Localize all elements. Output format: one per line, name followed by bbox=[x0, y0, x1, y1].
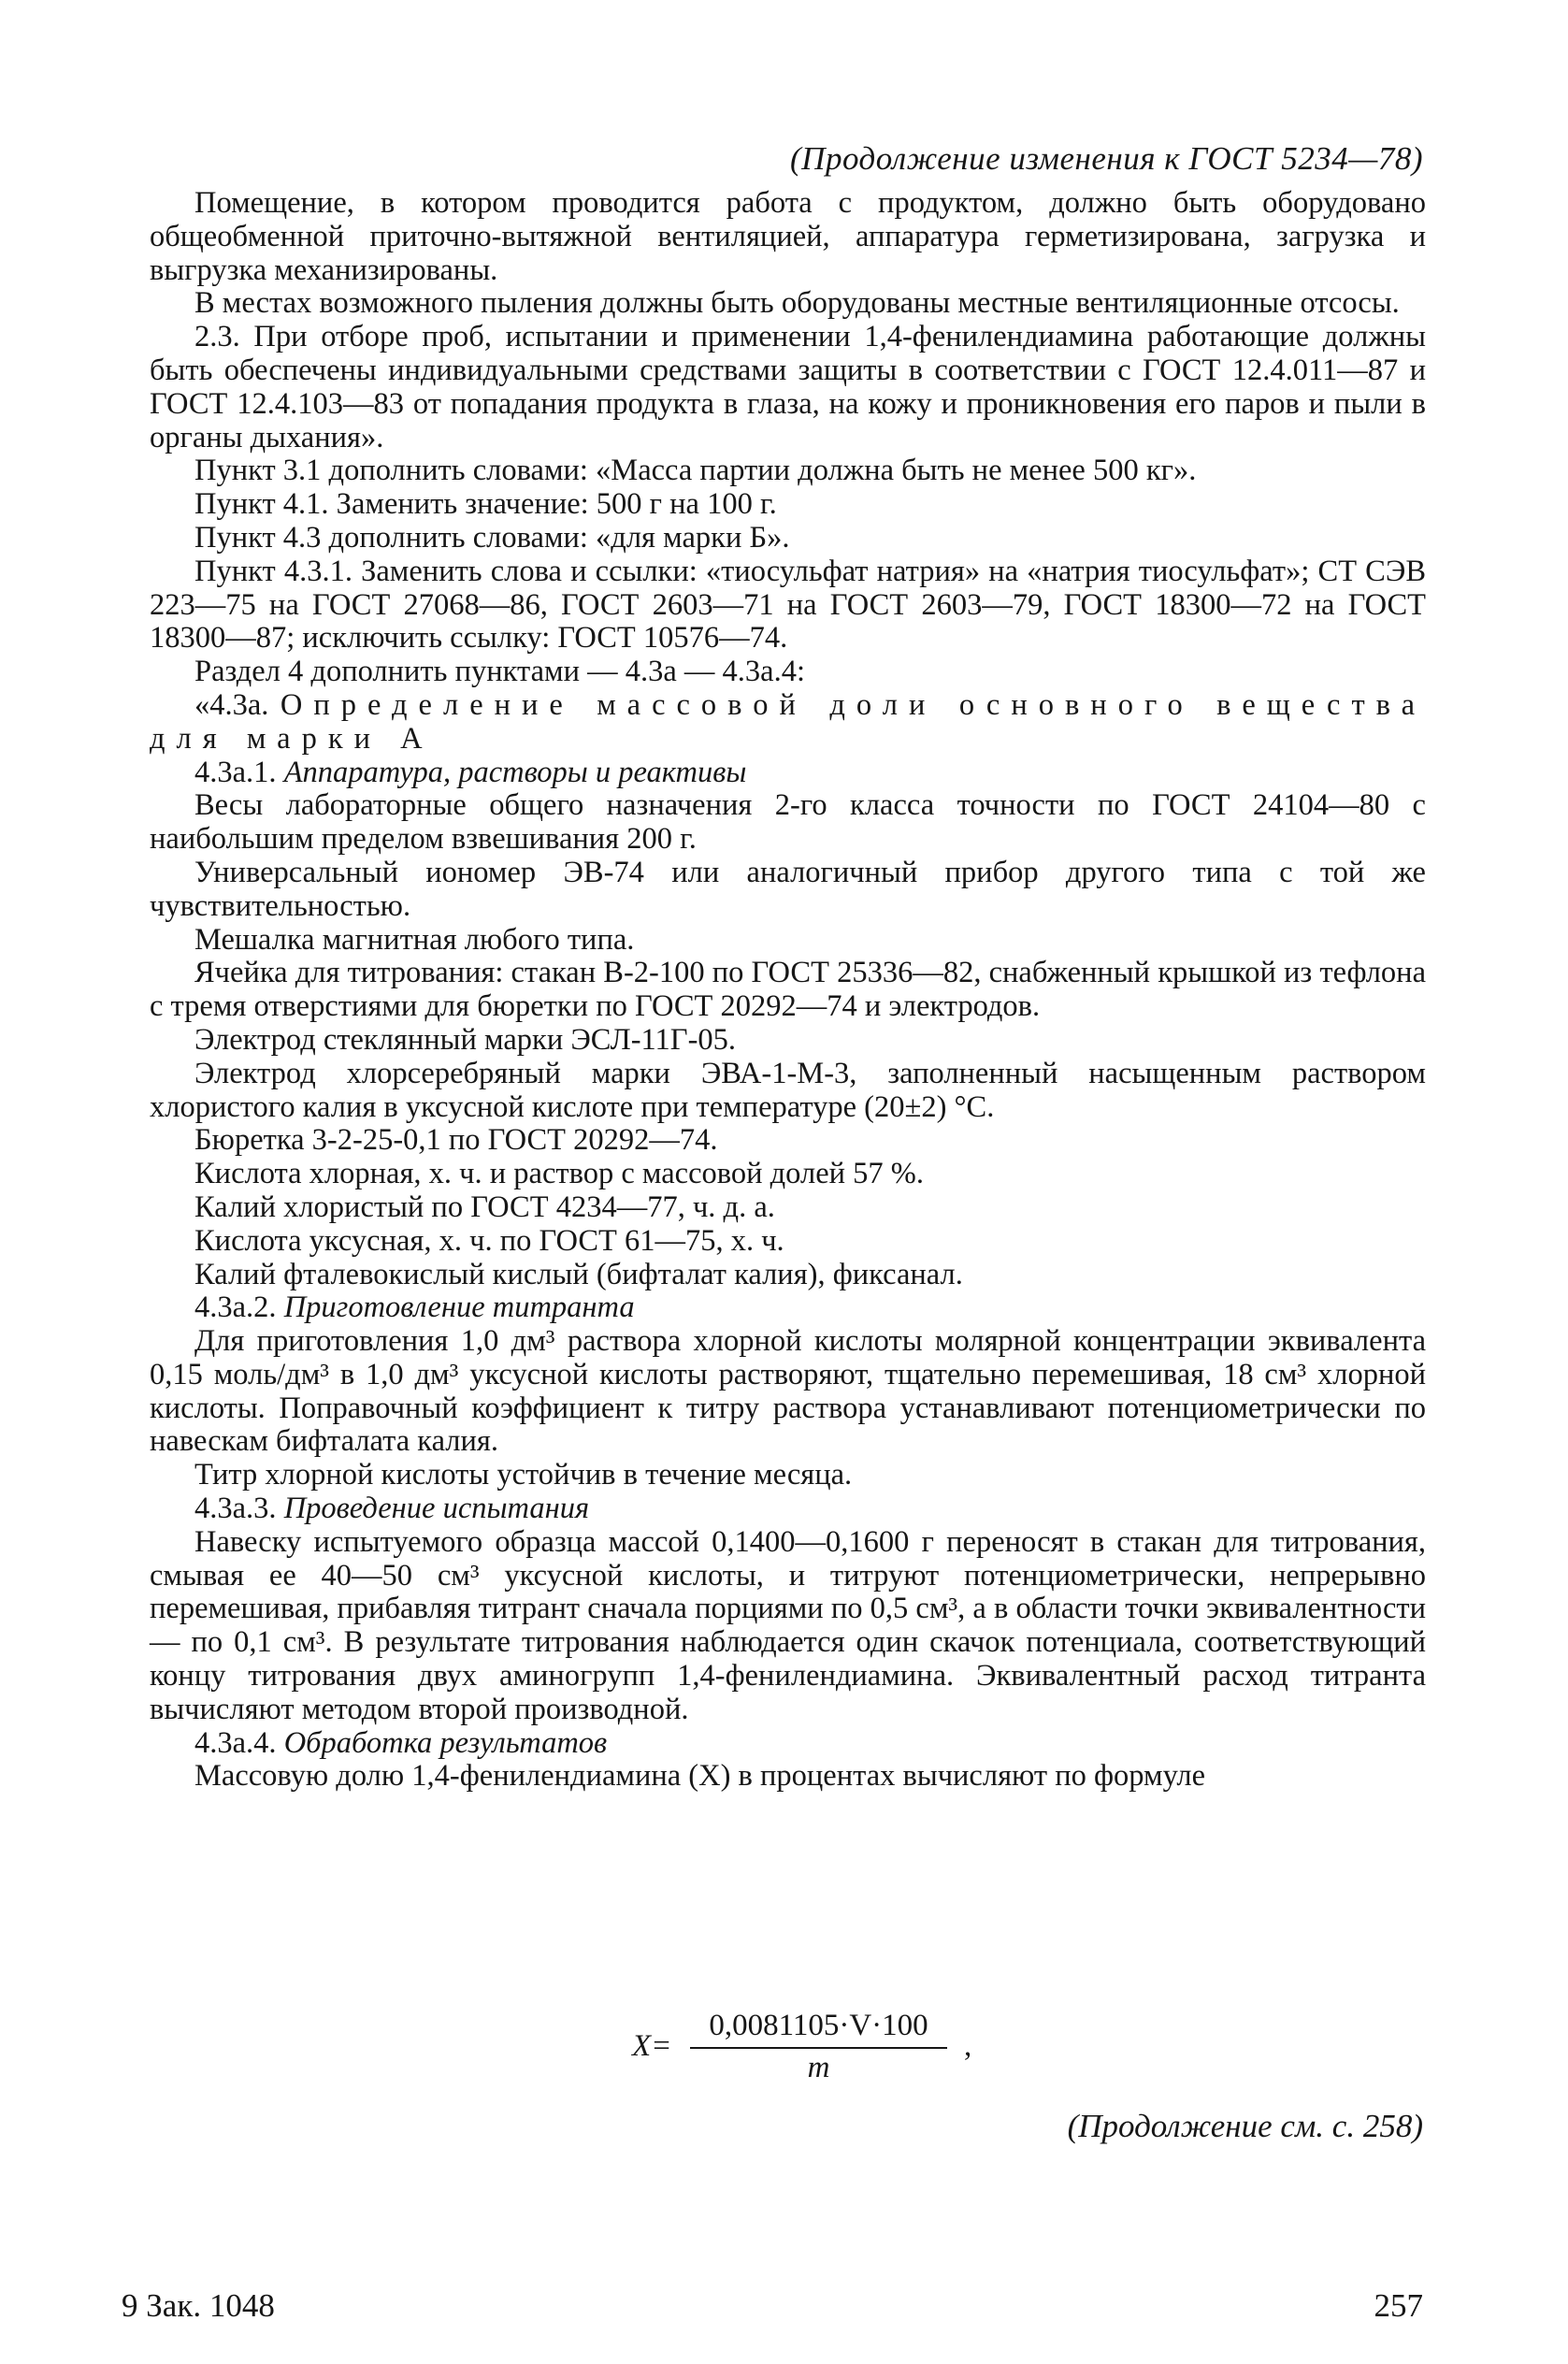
subsection-title: Приготовление титранта bbox=[283, 1290, 635, 1325]
paragraph-section-4-add: Раздел 4 дополнить пунктами — 4.3а — 4.3а.4: bbox=[194, 655, 805, 689]
subsection-number: 4.3а.3. bbox=[194, 1492, 277, 1526]
print-order-number: 9 Зак. 1048 bbox=[122, 2287, 275, 2324]
subsection-title: Обработка результатов bbox=[283, 1725, 608, 1760]
body-text bbox=[150, 187, 1426, 1794]
subsection-number: 4.3а.1. bbox=[194, 755, 277, 789]
subsection-heading-4-3a4 bbox=[150, 1727, 1426, 1761]
formula-fraction bbox=[690, 2009, 947, 2085]
equipment-item-balance: Весы лабораторные общего назначения 2-го класса точности по ГОСТ 24104—80 с наибольшим пределом взвешивания 200 г. bbox=[150, 788, 1426, 857]
equipment-item-burette: Бюретка 3-2-25-0,1 по ГОСТ 20292—74. bbox=[194, 1123, 718, 1158]
paragraph-2-3: 2.3. При отборе проб, испытании и применении 1,4-фенилендиамина работающие должны быть обеспечены индивидуальными средствами защиты в соответствии с ГОСТ 12.4.011—87 и ГОСТ 12.4.103—83 от попадания продукта в глаза, на кожу и проникновения его паров и пыли в органы дыхания». bbox=[150, 320, 1426, 454]
paragraph-item-4-3-1: Пункт 4.3.1. Заменить слова и ссылки: «тиосульфат натрия» на «натрия тиосульфат»; СТ СЭВ 223—75 на ГОСТ 27068—86, ГОСТ 2603—71 на ГОСТ 2603—79, ГОСТ 18300—72 на ГОСТ 18300—87; исключить ссылку: ГОСТ 10576—74. bbox=[150, 554, 1426, 656]
section-title: Определение массовой доли основного вещества для марки А bbox=[150, 687, 1426, 756]
equipment-item-potassium-chloride: Калий хлористый по ГОСТ 4234—77, ч. д. а. bbox=[194, 1189, 775, 1224]
section-heading-4-3a bbox=[150, 689, 1426, 757]
equipment-item-stirrer: Мешалка магнитная любого типа. bbox=[194, 922, 635, 957]
calculation-intro: Массовую долю 1,4-фенилендиамина (X) в процентах вычисляют по формуле bbox=[194, 1759, 1206, 1794]
paragraph-ventilation: Помещение, в котором проводится работа с продуктом, должно быть оборудовано общеобменной приточно-вытяжной вентиляцией, аппаратура герметизирована, загрузка и выгрузка механизированы. bbox=[150, 186, 1426, 287]
section-number: «4.3а. bbox=[194, 687, 269, 722]
paragraph-item-4-3: Пункт 4.3 дополнить словами: «для марки Б». bbox=[194, 520, 790, 555]
subsection-number: 4.3а.2. bbox=[194, 1290, 277, 1325]
paragraph-local-exhaust: В местах возможного пыления должны быть оборудованы местные вентиляционные отсосы. bbox=[194, 286, 1400, 321]
paragraph-item-3-1: Пункт 3.1 дополнить словами: «Масса партии должна быть не менее 500 кг». bbox=[194, 454, 1197, 488]
formula-denominator: m bbox=[807, 2051, 830, 2084]
subsection-title: Аппаратура, растворы и реактивы bbox=[283, 755, 747, 789]
titrant-preparation: Для приготовления 1,0 дм³ раствора хлорной кислоты молярной концентрации эквивалента 0,15 моль/дм³ в 1,0 дм³ уксусной кислоты растворяют, тщательно перемешивая, 18 см³ хлорной кислоты. Поправочный коэффициент к титру раствора устанавливают потенциометрически по навескам бифталата калия. bbox=[150, 1324, 1426, 1459]
equipment-item-cell: Ячейка для титрования: стакан В-2-100 по ГОСТ 25336—82, снабженный крышкой из тефлона с тремя отверстиями для бюретки по ГОСТ 20292—74 и электродов. bbox=[150, 956, 1426, 1024]
formula-comma: , bbox=[964, 2029, 972, 2063]
mass-fraction-formula bbox=[632, 2009, 987, 2083]
running-header: (Продолжение изменения к ГОСТ 5234—78) bbox=[790, 140, 1423, 177]
subsection-heading-4-3a3 bbox=[150, 1492, 1426, 1526]
page-number: 257 bbox=[1374, 2287, 1423, 2324]
equipment-item-biphthalate: Калий фталевокислый кислый (бифталат калия), фиксанал. bbox=[194, 1257, 963, 1291]
equipment-item-glass-electrode: Электрод стеклянный марки ЭСЛ-11Г-05. bbox=[194, 1022, 737, 1057]
equipment-item-perchloric-acid: Кислота хлорная, х. ч. и раствор с массовой долей 57 %. bbox=[194, 1157, 924, 1191]
formula-lhs: X= bbox=[632, 2029, 672, 2063]
subsection-heading-4-3a1 bbox=[150, 757, 1426, 790]
subsection-number: 4.3а.4. bbox=[194, 1725, 277, 1760]
subsection-heading-4-3a2 bbox=[150, 1291, 1426, 1325]
equipment-item-silver-electrode: Электрод хлорсеребряный марки ЭВА-1-М-3, заполненный насыщенным раствором хлористого калия в уксусной кислоте при температуре (20±2) °С. bbox=[150, 1056, 1426, 1124]
equipment-item-ionomer: Универсальный иономер ЭВ-74 или аналогичный прибор другого типа с той же чувствительностью. bbox=[150, 855, 1426, 923]
equipment-item-acetic-acid: Кислота уксусная, х. ч. по ГОСТ 61—75, х. ч. bbox=[194, 1223, 784, 1258]
test-procedure: Навеску испытуемого образца массой 0,1400—0,1600 г переносят в стакан для титрования, смывая ее 40—50 см³ уксусной кислоты, и титруют потенциометрически, непрерывно перемешивая, прибавляя титрант сначала порциями по 0,5 см³, а в области точки эквивалентности — по 0,1 см³. В результате титрования наблюдается один скачок потенциала, соответствующий концу титрования двух аминогрупп 1,4-фенилендиамина. Эквивалентный расход титранта вычисляют методом второй производной. bbox=[150, 1524, 1426, 1726]
subsection-title: Проведение испытания bbox=[283, 1492, 590, 1526]
paragraph-item-4-1: Пункт 4.1. Заменить значение: 500 г на 100 г. bbox=[194, 487, 777, 522]
titrant-stability: Титр хлорной кислоты устойчив в течение месяца. bbox=[194, 1458, 853, 1492]
continuation-note: (Продолжение см. с. 258) bbox=[1067, 2108, 1423, 2144]
formula-numerator: 0,0081105·V·100 bbox=[690, 2009, 947, 2049]
